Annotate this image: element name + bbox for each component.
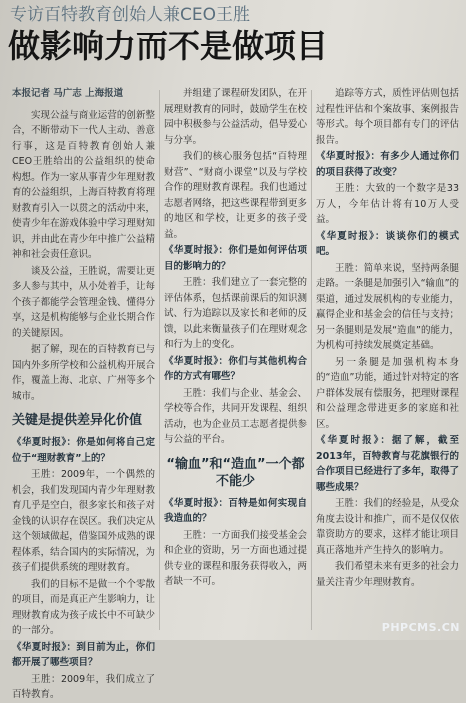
body-paragraph: 据了解，现在的百特教育已与国内外多所学校和公益机构开展合作，覆盖上海、北京、广州等多个城市。 xyxy=(12,344,155,402)
body-paragraph: 追踪等方式，质性评估则包括过程性评估和个案故事、案例报告等形式。每个项目都有专门的评估报告。 xyxy=(316,88,459,146)
body-paragraph: 我们的目标不是做一个个零散的项目，而是真正产生影响力，让理财教育成为孩子成长中不可缺少的一部分。 xyxy=(12,578,155,636)
column-divider xyxy=(159,90,160,630)
body-paragraph: 王胜：一方面我们接受基金会和企业的资助，另一方面也通过提供专业的课程和服务获得收入，两者缺一不可。 xyxy=(164,529,307,587)
interview-question: 《华夏时报》：你们是如何评估项目的影响力的？ xyxy=(164,245,307,272)
article-column-3 xyxy=(316,86,459,634)
body-paragraph: 王胜：我们建立了一套完整的评估体系，包括课前课后的知识测试、行为追踪以及家长和老师的反馈，以此来衡量孩子们在理财观念和行为上的变化。 xyxy=(164,277,307,350)
interview-question: 《华夏时报》：谈谈你们的模式吧。 xyxy=(316,230,459,257)
body-paragraph: 实现公益与商业运营的创新整合，不断带动下一代人主动、善意行事，这是百特教育创始人兼CEO王胜给出的公益组织的使命构想。作为一家从事青少年理财教育的公益组织，上海百特教育将理财教育引入一以贯之的活动中来，使青少年在游戏体验中学习理财知识，并由此在青少年中推广公益精神和社会责任意识。 xyxy=(12,109,155,260)
article-column-2 xyxy=(164,86,307,634)
interview-question: 《华夏时报》：据了解，截至2013年，百特教育与花旗银行的合作项目已经进行了多年，取得了哪些成果？ xyxy=(316,435,459,493)
body-paragraph: 王胜：我们与企业、基金会、学校等合作，共同开发课程、组织活动，也为企业员工志愿者提供参与公益的平台。 xyxy=(164,387,307,445)
column-divider xyxy=(311,90,312,630)
section-heading: 关键是提供差异化价值 xyxy=(12,413,143,428)
body-paragraph: 王胜：大致的一个数字是33万人，今年估计将有10万人受益。 xyxy=(316,183,459,225)
body-paragraph: 王胜：2009年，一个偶然的机会，我们发现国内青少年理财教育几乎是空白，很多家长和孩子对金钱的认识存在误区。我们决定从这个领域做起，借鉴国外成熟的课程体系，结合国内的实际情况，为孩子们提供系统的理财教育。 xyxy=(12,469,155,573)
body-paragraph: 王胜：我们的经验是，从受众角度去设计和推广，而不是仅仅依靠资助方的要求，这样才能让项目真正落地并产生持久的影响力。 xyxy=(316,498,459,556)
interview-question: 《华夏时报》：到目前为止，你们都开展了哪些项目？ xyxy=(12,641,155,668)
body-paragraph: 我们希望未来有更多的社会力量关注青少年理财教育。 xyxy=(316,561,459,588)
interview-question: 《华夏时报》：百特是如何实现自我造血的？ xyxy=(164,497,307,524)
interview-question: 《华夏时报》：有多少人通过你们的项目获得了改变？ xyxy=(316,151,459,178)
watermark: PHPCMS.CN xyxy=(381,621,460,634)
body-paragraph: 王胜：2009年，我们成立了百特教育。 xyxy=(12,673,155,700)
article-column-1 xyxy=(12,86,155,700)
body-paragraph: 我们的核心服务包括“百特理财营”、“财商小课堂”以及与学校合作的理财教育课程。我们也通过志愿者网络，把这些课程带到更多的地区和学校，让更多的孩子受益。 xyxy=(164,151,307,240)
body-paragraph: 并组建了课程研发团队，在开展理财教育的同时，鼓励学生在校园中积极参与公益活动，倡导爱心与分享。 xyxy=(164,88,307,146)
body-paragraph: 另一条腿是加强机构本身的“造血”功能，通过针对特定的客户群体发展有偿服务，把理财课程和公益理念带进更多的家庭和社区。 xyxy=(316,356,459,430)
body-paragraph: 王胜：简单来说，坚持两条腿走路。一条腿是加强引入“输血”的渠道，通过发展机构的专业能力，赢得企业和基金会的信任与支持；另一条腿则是发展“造血”的能力，为机构可持续发展奠定基础。 xyxy=(316,262,459,351)
article-kicker: 专访百特教育创始人兼CEO王胜 xyxy=(10,5,250,25)
article-headline: 做影响力而不是做项目 xyxy=(8,27,329,65)
interview-question: 《华夏时报》：你们与其他机构合作的方式有哪些？ xyxy=(164,355,307,382)
body-paragraph: 谈及公益，王胜说，需要让更多人参与其中，从小处着手，让每个孩子都能学会管理金钱、懂得分享，这是机构能够与企业长期合作的关键原因。 xyxy=(12,265,155,339)
section-heading: “输血”和“造血”一个都不能少 xyxy=(166,456,305,489)
interview-question: 《华夏时报》：你是如何将自己定位于“理财教育”上的？ xyxy=(12,437,155,464)
article-byline: 本报记者 马广志 上海报道 xyxy=(12,88,124,99)
